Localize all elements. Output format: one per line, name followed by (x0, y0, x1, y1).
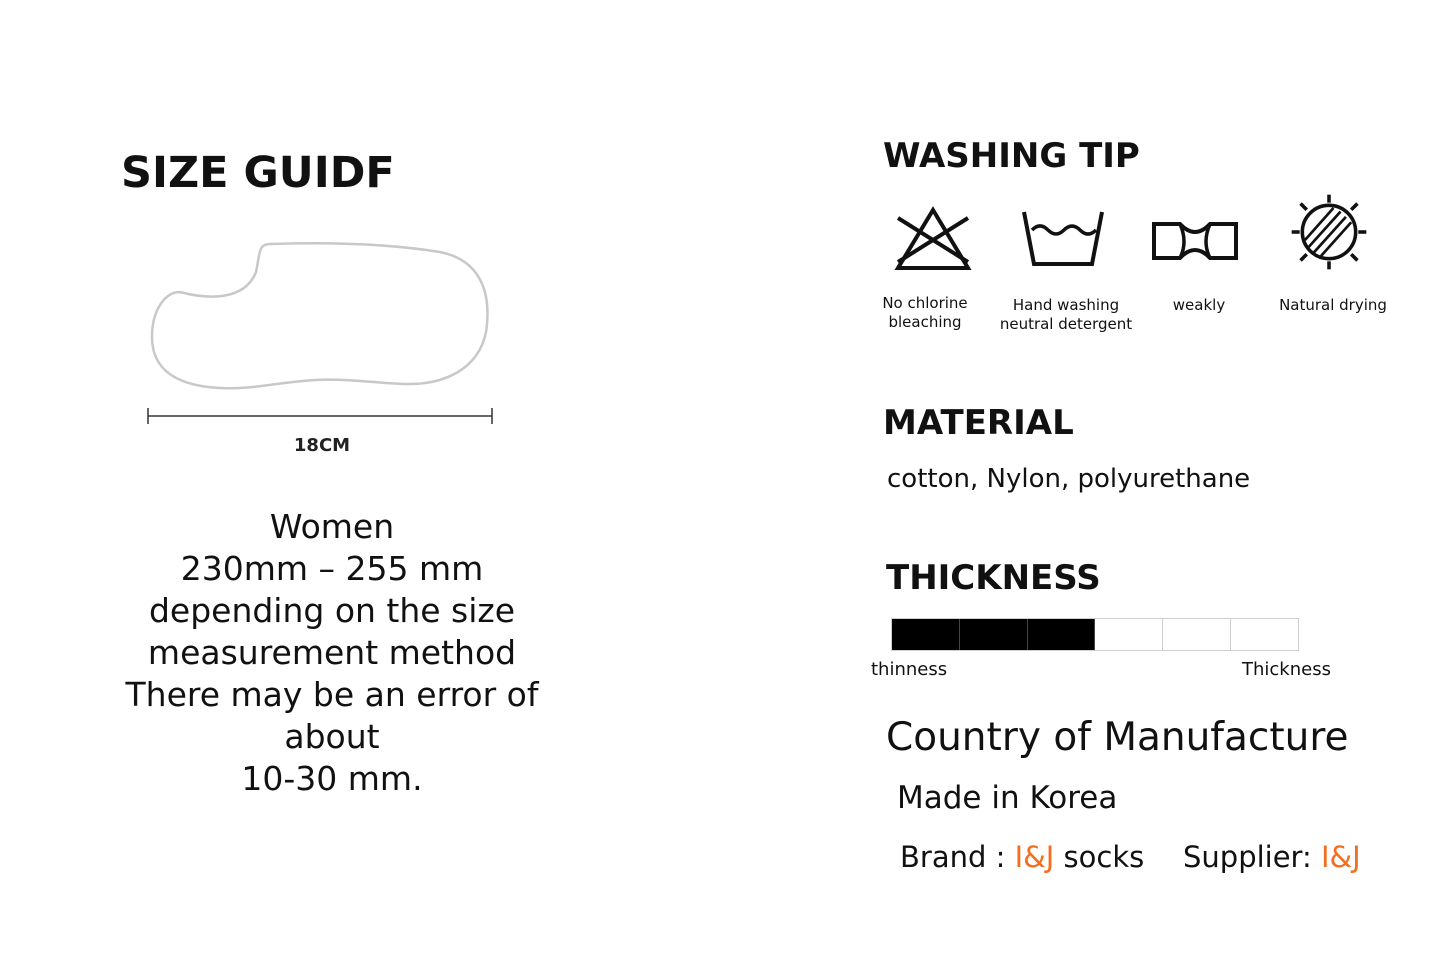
thickness-segment-empty (1095, 619, 1163, 650)
thickness-max-label: Thickness (1242, 659, 1331, 680)
wash-label-line: Natural drying (1279, 296, 1387, 314)
size-line: 10-30 mm. (241, 759, 423, 798)
thickness-segment-empty (1163, 619, 1231, 650)
wash-label-natural-drying (1258, 296, 1408, 315)
thickness-segment-filled (892, 619, 960, 650)
thickness-min-label: thinness (871, 659, 948, 680)
thickness-scale (891, 618, 1299, 651)
wash-label-hand-washing (991, 296, 1141, 334)
supplier-line (1183, 840, 1361, 874)
size-line: about (284, 717, 380, 756)
size-description (110, 506, 554, 800)
size-line: measurement method (147, 633, 517, 672)
size-line: 230mm – 255 mm (180, 549, 484, 588)
supplier-prefix: Supplier: (1183, 840, 1321, 874)
thickness-segment-empty (1231, 619, 1298, 650)
ruler-measure-label: 18CM (293, 435, 351, 456)
no-chlorine-bleach-icon (888, 200, 978, 280)
thickness-segment-filled (960, 619, 1028, 650)
washing-tip-title: WASHING TIP (883, 136, 1140, 176)
wash-label-line: Hand washing (1012, 296, 1120, 314)
wring-icon (1150, 200, 1240, 280)
wash-label-line: No chlorine (882, 294, 968, 312)
wash-label-line: bleaching (888, 313, 962, 331)
material-title: MATERIAL (883, 403, 1074, 443)
brand-prefix: Brand : (900, 840, 1015, 874)
size-guide-title: SIZE GUIDF (121, 148, 395, 198)
material-text: cotton, Nylon, polyurethane (887, 464, 1251, 494)
size-line: Women (269, 507, 395, 546)
supplier-name: I&J (1320, 840, 1361, 874)
hand-wash-icon (1018, 200, 1108, 280)
thickness-title: THICKNESS (886, 558, 1101, 598)
brand-suffix: socks (1054, 840, 1145, 874)
size-line: depending on the size (148, 591, 516, 630)
size-ruler (146, 404, 494, 428)
brand-line (900, 840, 1144, 874)
brand-name: I&J (1014, 840, 1055, 874)
thickness-segment-filled (1028, 619, 1096, 650)
wash-label-weakly (1124, 296, 1274, 315)
made-in-text: Made in Korea (897, 780, 1118, 816)
size-line: There may be an error of (125, 675, 539, 714)
sock-outline-illustration (140, 232, 500, 402)
natural-drying-icon (1284, 192, 1374, 272)
country-title: Country of Manufacture (886, 715, 1349, 760)
wash-label-line: neutral detergent (999, 315, 1133, 333)
wash-label-line: weakly (1172, 296, 1226, 314)
wash-label-no-chlorine (850, 294, 1000, 332)
